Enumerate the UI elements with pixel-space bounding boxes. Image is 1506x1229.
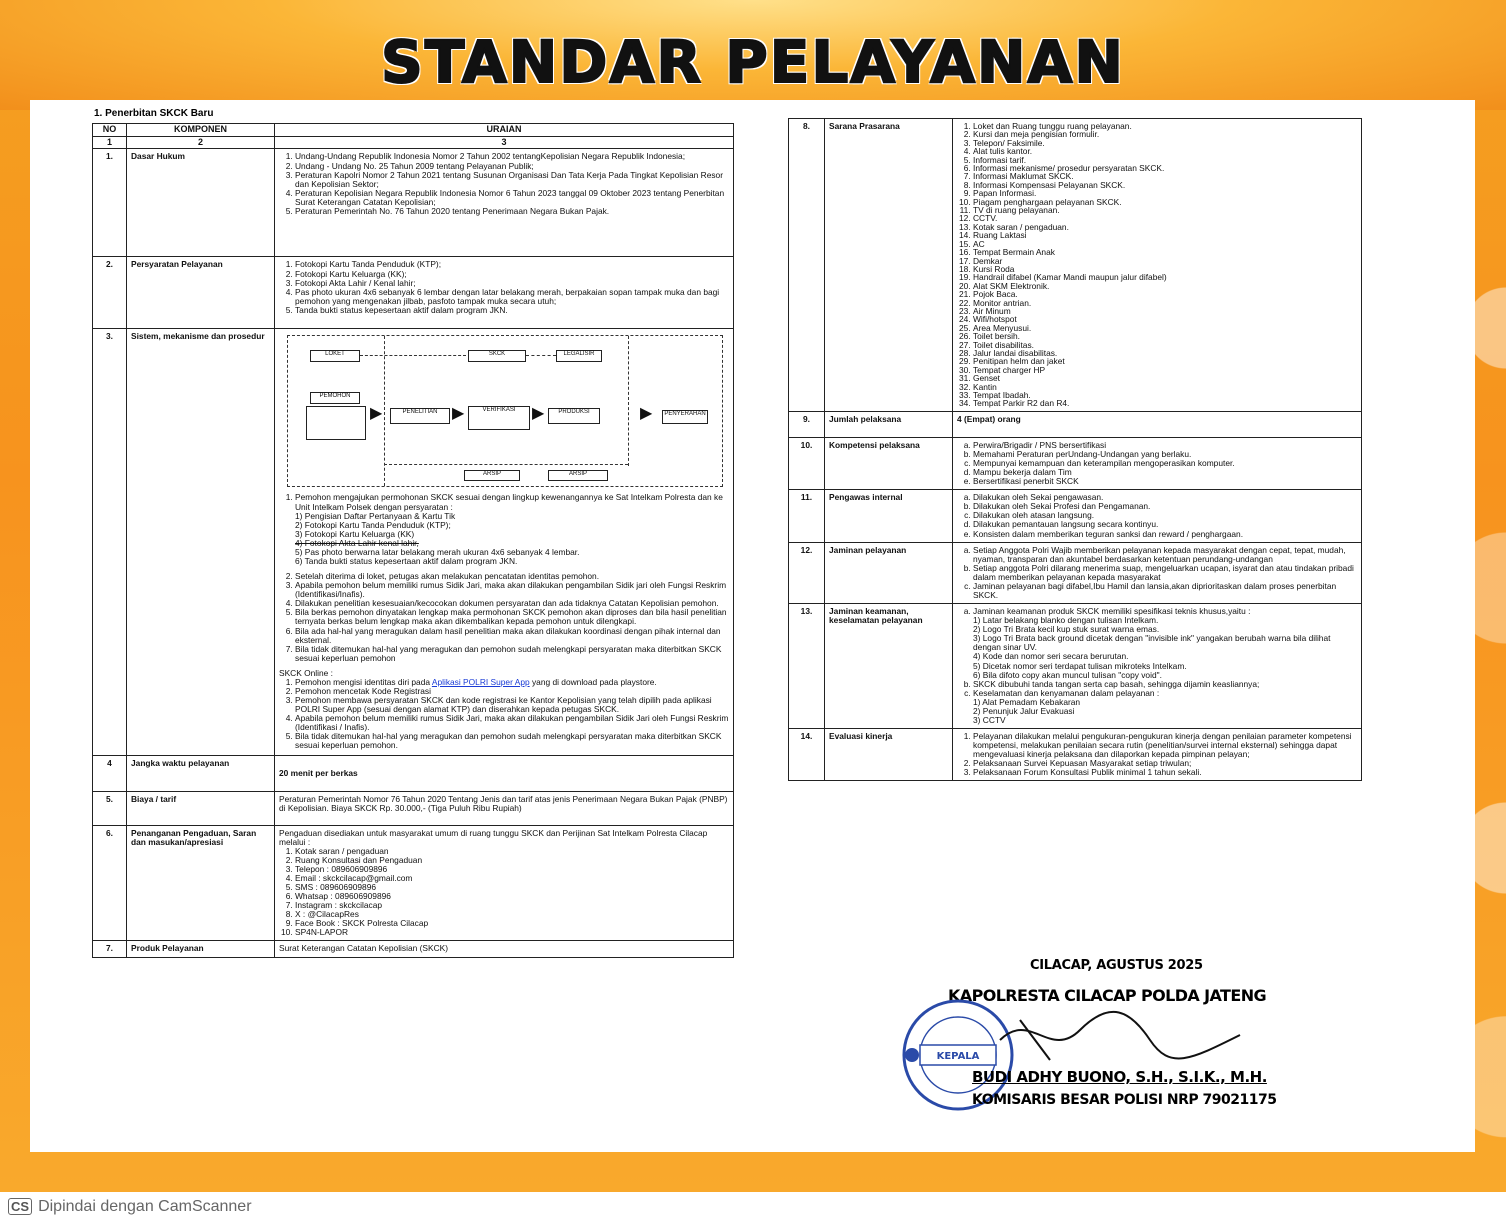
flow-box-applicant-form bbox=[306, 406, 366, 440]
header-komponen: KOMPONEN bbox=[127, 124, 275, 137]
complaint-channels-list bbox=[279, 847, 729, 938]
row-component: Jumlah pelaksana bbox=[825, 411, 953, 437]
facility-item: 13. Kotak saran / pengaduan. bbox=[973, 223, 1357, 231]
facility-item: 9. Papan Informasi. bbox=[973, 189, 1357, 197]
table-row bbox=[789, 437, 1362, 489]
row-description bbox=[953, 729, 1362, 781]
list-item: 2. Pelaksanaan Survei Kepuasan Masyarakat setiap triwulan; bbox=[973, 759, 1357, 768]
row-number: 13. bbox=[789, 604, 825, 729]
table-row bbox=[93, 941, 734, 957]
step-sub-item: 3) Fotokopi Kartu Keluarga (KK) bbox=[295, 528, 415, 539]
step-sub-item: 1) Pengisian Daftar Pertanyaan & Kartu Tik bbox=[295, 510, 456, 521]
flow-divider bbox=[628, 336, 629, 466]
sub-item: 5) Dicetak nomor seri terdapat tulisan mikroteks Intelkam. bbox=[973, 660, 1187, 671]
step-sub-item: 5) Pas photo berwarna latar belakang merah ukuran 4x6 sebanyak 4 lembar. bbox=[295, 546, 580, 557]
step-sub-item: 4) Fotokopi Akta Lahir kenal lahir, bbox=[295, 537, 419, 548]
row-description: Surat Keterangan Catatan Kepolisian (SKCK) bbox=[275, 941, 734, 957]
row-component: Jaminan keamanan, keselamatan pelayanan bbox=[825, 604, 953, 729]
row-component: Penanganan Pengaduan, Saran dan masukan/apresiasi bbox=[127, 825, 275, 941]
list-item: e. Bersertifikasi penerbit SKCK bbox=[973, 477, 1357, 486]
signatory-rank: KOMISARIS BESAR POLISI NRP 79021175 bbox=[972, 1092, 1277, 1108]
list-item: 4. Email : skckcilacap@gmail.com bbox=[295, 874, 729, 883]
list-item: 2. Setelah diterima di loket, petugas akan melakukan pencatatan identitas pemohon. bbox=[295, 572, 729, 581]
row-number: 12. bbox=[789, 542, 825, 603]
facility-item: 20. Alat SKM Elektronik. bbox=[973, 282, 1357, 290]
facility-item: 27. Toilet disabilitas. bbox=[973, 341, 1357, 349]
flow-connector bbox=[360, 355, 466, 356]
header-no: NO bbox=[93, 124, 127, 137]
row-component: Kompetensi pelaksana bbox=[825, 437, 953, 489]
table-row bbox=[789, 604, 1362, 729]
facility-item: 21. Pojok Baca. bbox=[973, 290, 1357, 298]
row-component: Dasar Hukum bbox=[127, 149, 275, 257]
list-item: d. Dilakukan pemantauan langsung secara kontinyu. bbox=[973, 520, 1357, 529]
sub-item: 2) Penunjuk Jalur Evakuasi bbox=[973, 705, 1075, 716]
list-item: e. Konsisten dalam memberikan teguran sanksi dan reward / penghargaan. bbox=[973, 530, 1357, 539]
list-item: 2. Pemohon mencetak Kode Registrasi bbox=[295, 687, 729, 696]
list-item: 3. Pemohon membawa persyaratan SKCK dan kode registrasi ke Kantor Kepolisian yang telah dipilih pada aplikasi POLRI Super App (sesuai dengan alamat KTP) dan diserahkan kepada petugas SKCK. bbox=[295, 696, 729, 714]
row-description: 4 (Empat) orang bbox=[953, 411, 1362, 437]
list-item: 5. Bila tidak ditemukan hal-hal yang meragukan dan pemohon sudah melengkapi persyaratan maka diterbitkan SKCK sesuai keperluan pemohon. bbox=[295, 732, 729, 750]
sub-item: 6) Bila difoto copy akan muncul tulisan "copy void". bbox=[973, 669, 1162, 680]
list-item: b. Setiap anggota Polri dilarang menerima suap, mengeluarkan ucapan, isyarat dan atau tindakan pribadi dalam memberikan pelayanan kepada masyarakat bbox=[973, 564, 1357, 582]
security-intro: Jaminan keamanan produk SKCK memiliki spesifikasi teknis khusus,yaitu : bbox=[973, 606, 1251, 617]
list-item: 1. Pelayanan dilakukan melalui pengukuran-pengukuran kinerja dengan penilaian parameter kompetensi kompetensi, melakukan penilaian secara rutin (penelitian/survei internal eksternal) sehingga dapat mengevaluasi kinerja pelaksana dan dilaporkan kepada pimpinan pelayan; bbox=[973, 732, 1357, 759]
sub-item: 3) CCTV bbox=[973, 715, 1006, 725]
list-item: a. Dilakukan oleh Sekai pengawasan. bbox=[973, 493, 1357, 502]
list-item: 10. SP4N-LAPOR bbox=[295, 928, 729, 937]
signature-scribble-icon bbox=[990, 1000, 1250, 1070]
row-number: 7. bbox=[93, 941, 127, 957]
facility-item: 7. Informasi Maklumat SKCK. bbox=[973, 172, 1357, 180]
row-component: Pengawas internal bbox=[825, 490, 953, 542]
list-item: 3. Peraturan Kapolri Nomor 2 Tahun 2021 tentang Susunan Organisasi Dan Tata Kerja Pada Tingkat Kepolisian Resor dan Kepolisian Sektor; bbox=[295, 171, 729, 189]
row-component: Jangka waktu pelayanan bbox=[127, 755, 275, 791]
flow-arrow-icon: ▶ bbox=[640, 405, 653, 423]
list-item: b. Dilakukan oleh Sekai Profesi dan Pengamanan. bbox=[973, 502, 1357, 511]
list-item bbox=[973, 689, 1357, 725]
facility-item: 5. Informasi tarif. bbox=[973, 156, 1357, 164]
facility-item: 3. Telepon/ Faksimile. bbox=[973, 139, 1357, 147]
row-number: 6. bbox=[93, 825, 127, 941]
table-header-number-row bbox=[93, 136, 734, 149]
signature-organization: KAPOLRESTA CILACAP POLDA JATENG bbox=[948, 986, 1267, 1005]
flow-box-verifikasi: VERIFIKASI bbox=[468, 406, 530, 430]
list-item: a. Setiap Anggota Polri Wajib memberikan pelayanan kepada masyarakat dengan cepat, tepat, mudah, nyaman, transparan dan akuntabel berdasarkan ketentuan perundang-undangan bbox=[973, 546, 1357, 564]
left-table-column bbox=[92, 108, 734, 958]
legal-basis-list bbox=[279, 152, 729, 216]
facility-item: 23. Air Minum bbox=[973, 307, 1357, 315]
signatory-name: BUDI ADHY BUONO, S.H., S.I.K., M.H. bbox=[972, 1068, 1267, 1086]
header-num-2: 2 bbox=[127, 136, 275, 149]
step-text: Pemohon mengajukan permohonan SKCK sesuai dengan lingkup kewenangannya ke Sat Intelkam Polresta dan ke Unit Intelkam Polsek dengan persyaratan : bbox=[295, 492, 723, 512]
list-item: c. Dilakukan oleh atasan langsung. bbox=[973, 511, 1357, 520]
security-guarantee-list bbox=[957, 607, 1357, 725]
sub-item: 1) Latar belakang blanko dengan tulisan Intelkam. bbox=[973, 615, 1159, 626]
list-item: 3. Apabila pemohon belum memiliki rumus Sidik Jari, maka akan dilakukan pengambilan Sidik jari oleh Fungsi Reskrim (Identifikasi/Inafis). bbox=[295, 581, 729, 599]
list-item: 1. Fotokopi Kartu Tanda Penduduk (KTP); bbox=[295, 260, 729, 269]
app-link[interactable]: Aplikasi POLRI Super App bbox=[431, 676, 530, 687]
facility-item: 8. Informasi Kompensasi Pelayanan SKCK. bbox=[973, 181, 1357, 189]
scanner-footer-text: Dipindai dengan CamScanner bbox=[38, 1198, 252, 1215]
list-item bbox=[973, 607, 1357, 680]
facility-item: 4. Alat tulis kantor. bbox=[973, 147, 1357, 155]
row-component: Produk Pelayanan bbox=[127, 941, 275, 957]
flow-connector bbox=[526, 355, 556, 356]
list-item: 4. Dilakukan penelitian kesesuaian/kecocokan dokumen persyaratan dan ada tidaknya Catatan Kepolisian pemohon. bbox=[295, 599, 729, 608]
header-uraian: URAIAN bbox=[275, 124, 734, 137]
list-item: 3. Fotokopi Akta Lahir / Kenal lahir; bbox=[295, 279, 729, 288]
facility-item: 29. Penitipan helm dan jaket bbox=[973, 357, 1357, 365]
facility-item: 31. Genset bbox=[973, 374, 1357, 382]
list-item: 4. Apabila pemohon belum memiliki rumus Sidik Jari, maka akan dilakukan pengambilan Sidik Jari oleh Fungsi Reskrim (Identifikasi / Inafis). bbox=[295, 714, 729, 732]
list-item: 1. Kotak saran / pengaduan bbox=[295, 847, 729, 856]
flow-box-penyerahan: PENYERAHAN bbox=[662, 410, 708, 424]
table-row bbox=[789, 119, 1362, 412]
row-description bbox=[953, 437, 1362, 489]
row-description bbox=[953, 542, 1362, 603]
facility-item: 6. Informasi mekanisme/ prosedur persyaratan SKCK. bbox=[973, 164, 1357, 172]
facility-item: 18. Kursi Roda bbox=[973, 265, 1357, 273]
list-item: 2. Undang - Undang No. 25 Tahun 2009 tentang Pelayanan Publik; bbox=[295, 162, 729, 171]
table-row bbox=[93, 149, 734, 257]
row-description: 20 menit per berkas bbox=[275, 755, 734, 791]
facility-item: 26. Toilet bersih. bbox=[973, 332, 1357, 340]
list-item: 8. X : @CilacapRes bbox=[295, 910, 729, 919]
row-description bbox=[275, 825, 734, 941]
facility-item: 30. Tempat charger HP bbox=[973, 366, 1357, 374]
row-component: Sarana Prasarana bbox=[825, 119, 953, 412]
table-header-row bbox=[93, 124, 734, 137]
row-description bbox=[953, 490, 1362, 542]
row-number: 1. bbox=[93, 149, 127, 257]
row-component: Jaminan pelayanan bbox=[825, 542, 953, 603]
step-sub-item: 6) Tanda bukti status kepesertaan aktif dalam program JKN. bbox=[295, 555, 518, 566]
list-item: 6. Whatsap : 089606909896 bbox=[295, 892, 729, 901]
row-number: 9. bbox=[789, 411, 825, 437]
list-item: 5. SMS : 089606909896 bbox=[295, 883, 729, 892]
row-number: 11. bbox=[789, 490, 825, 542]
list-item: b. SKCK dibubuhi tanda tangan serta cap basah, sehingga dijamin keasliannya; bbox=[973, 680, 1357, 689]
table-row bbox=[93, 329, 734, 755]
procedure-flowchart bbox=[287, 335, 723, 487]
list-item: 6. Bila ada hal-hal yang meragukan dalam hasil penelitian maka akan dilakukan koordinasi dengan pihak internal dan eksternal. bbox=[295, 627, 729, 645]
facility-item: 10. Piagam penghargaan pelayanan SKCK. bbox=[973, 198, 1357, 206]
row-number: 3. bbox=[93, 329, 127, 755]
evaluation-list bbox=[957, 732, 1357, 777]
sub-item: 3) Logo Tri Brata back ground dicetak dengan "invisible ink" yangakan berubah warna bila dilihat dengan sinar UV. bbox=[973, 633, 1331, 653]
row-description bbox=[275, 257, 734, 329]
section-heading: 1. Penerbitan SKCK Baru bbox=[94, 108, 214, 119]
page-title: STANDAR PELAYANAN bbox=[381, 28, 1125, 96]
facility-list bbox=[957, 122, 1357, 408]
list-item: 2. Fotokopi Kartu Keluarga (KK); bbox=[295, 270, 729, 279]
standard-table-right bbox=[788, 118, 1362, 781]
facility-item: 32. Kantin bbox=[973, 383, 1357, 391]
row-description bbox=[275, 149, 734, 257]
row-number: 5. bbox=[93, 791, 127, 825]
flow-box-produksi: PRODUKSI bbox=[548, 408, 600, 424]
list-item: 4. Peraturan Kepolisian Negara Republik Indonesia Nomor 6 Tahun 2023 tanggal 09 Oktober 2023 tentang Penerbitan Surat Keterangan Catatan Kepolisian; bbox=[295, 189, 729, 207]
table-row bbox=[93, 257, 734, 329]
facility-item: 28. Jalur landai disabilitas. bbox=[973, 349, 1357, 357]
row-number: 8. bbox=[789, 119, 825, 412]
flow-connector bbox=[384, 464, 628, 465]
flow-box-pemohon: PEMOHON bbox=[310, 392, 360, 404]
facility-item: 12. CCTV. bbox=[973, 214, 1357, 222]
facility-item: 15. AC bbox=[973, 240, 1357, 248]
facility-item: 34. Tempat Parkir R2 dan R4. bbox=[973, 399, 1357, 407]
camscanner-logo-icon: CS bbox=[8, 1198, 32, 1215]
facility-item: 33. Tempat Ibadah. bbox=[973, 391, 1357, 399]
row-component: Evaluasi kinerja bbox=[825, 729, 953, 781]
list-item: c. Mempunyai kemampuan dan keterampilan mengoperasikan komputer. bbox=[973, 459, 1357, 468]
table-row bbox=[789, 490, 1362, 542]
step-sub-item: 2) Fotokopi Kartu Tanda Penduduk (KTP); bbox=[295, 519, 451, 530]
list-item: 7. Bila tidak ditemukan hal-hal yang meragukan dan pemohon sudah melengkapi persyaratan maka diterbitkan SKCK sesuai keperluan pemohon bbox=[295, 645, 729, 663]
standard-table-left bbox=[92, 123, 734, 958]
list-item: 1. Undang-Undang Republik Indonesia Nomor 2 Tahun 2002 tentangKepolisian Negara Republik Indonesia; bbox=[295, 152, 729, 161]
sub-item: 2) Logo Tri Brata kecil kup stuk surat warna emas. bbox=[973, 624, 1160, 635]
header-num-1: 1 bbox=[93, 136, 127, 149]
safety-intro: Keselamatan dan kenyamanan dalam pelayanan : bbox=[973, 687, 1160, 698]
signature-block bbox=[880, 950, 1300, 1120]
row-description: Peraturan Pemerintah Nomor 76 Tahun 2020 Tentang Jenis dan tarif atas jenis Penerimaan Negara Bukan Pajak (PNBP) di Kepolisian. Biaya SKCK Rp. 30.000,- (Tiga Puluh Ribu Rupiah) bbox=[275, 791, 734, 825]
facility-item: 14. Ruang Laktasi bbox=[973, 231, 1357, 239]
facility-item: 19. Handrail difabel (Kamar Mandi maupun jalur difabel) bbox=[973, 273, 1357, 281]
flow-box-arsip-2: ARSIP bbox=[548, 470, 608, 481]
row-component: Sistem, mekanisme dan prosedur bbox=[127, 329, 275, 755]
row-description bbox=[953, 119, 1362, 412]
flow-arrow-icon: ▶ bbox=[370, 405, 383, 423]
list-item: a. Perwira/Brigadir / PNS bersertifikasi bbox=[973, 441, 1357, 450]
facility-item: 1. Loket dan Ruang tunggu ruang pelayanan. bbox=[973, 122, 1357, 130]
list-item: 7. Instagram : skckcilacap bbox=[295, 901, 729, 910]
supervision-list bbox=[957, 493, 1357, 538]
table-row bbox=[789, 411, 1362, 437]
list-item: b. Memahami Peraturan perUndang-Undangan yang berlaku. bbox=[973, 450, 1357, 459]
row-number: 4 bbox=[93, 755, 127, 791]
flow-box-skck: SKCK bbox=[468, 350, 526, 362]
row-description bbox=[275, 329, 734, 755]
flow-box-legalisir: LEGALISIR bbox=[556, 350, 602, 362]
header-num-3: 3 bbox=[275, 136, 734, 149]
signature-date: CILACAP, AGUSTUS 2025 bbox=[1030, 958, 1203, 973]
facility-item: 22. Monitor antrian. bbox=[973, 299, 1357, 307]
list-item: 5. Peraturan Pemerintah No. 76 Tahun 2020 tentang Penerimaan Negara Bukan Pajak. bbox=[295, 207, 729, 216]
flow-box-penelitian: PENELITIAN bbox=[390, 408, 450, 424]
list-item: 5. Tanda bukti status kepesertaan aktif dalam program JKN. bbox=[295, 306, 729, 315]
table-row bbox=[93, 825, 734, 941]
complaint-intro: Pengaduan disediakan untuk masyarakat umum di ruang tunggu SKCK dan Perijinan Sat Intelkam Polresta Cilacap melalui : bbox=[279, 827, 708, 847]
facility-item: 24. Wifi/hotspot bbox=[973, 315, 1357, 323]
scanner-footer bbox=[8, 1198, 252, 1216]
row-description bbox=[953, 604, 1362, 729]
table-row bbox=[789, 542, 1362, 603]
list-item: 3. Pelaksanaan Forum Konsultasi Publik minimal 1 tahun sekali. bbox=[973, 768, 1357, 777]
flow-box-arsip-1: ARSIP bbox=[464, 470, 520, 481]
facility-item: 17. Demkar bbox=[973, 257, 1357, 265]
service-guarantee-list bbox=[957, 546, 1357, 600]
table-row bbox=[93, 791, 734, 825]
stamp-center-text: KEPALA bbox=[936, 1051, 980, 1062]
row-number: 10. bbox=[789, 437, 825, 489]
facility-item: 25. Area Menyusui. bbox=[973, 324, 1357, 332]
row-component: Persyaratan Pelayanan bbox=[127, 257, 275, 329]
flow-arrow-icon: ▶ bbox=[452, 405, 465, 423]
competence-list bbox=[957, 441, 1357, 486]
list-item: 2. Ruang Konsultasi dan Pengaduan bbox=[295, 856, 729, 865]
online-step-text: yang di download pada playstore. bbox=[529, 676, 657, 687]
sub-item: 1) Alat Pemadam Kebakaran bbox=[973, 696, 1081, 707]
list-item: 4. Pas photo ukuran 4x6 sebanyak 6 lembar dengan latar belakang merah, berpakaian sopan tampak muka dan bagi pemohon yang mengenakan jilbab, pasfoto tampak muka secara utuh; bbox=[295, 288, 729, 306]
list-item: 9. Face Book : SKCK Polresta Cilacap bbox=[295, 919, 729, 928]
list-item: 3. Telepon : 089606909896 bbox=[295, 865, 729, 874]
list-item: 5. Bila berkas pemohon dinyatakan lengkap maka permohonan SKCK pemohon akan diproses dan bila hasil penelitian ternyata berkas belum lengkap maka akan dikembalikan kepada pemohon untuk dilengkapi. bbox=[295, 608, 729, 626]
procedure-steps-list bbox=[279, 493, 729, 662]
right-table-column bbox=[788, 118, 1362, 781]
facility-item: 16. Tempat Bermain Anak bbox=[973, 248, 1357, 256]
row-number: 14. bbox=[789, 729, 825, 781]
table-row bbox=[789, 729, 1362, 781]
requirements-list bbox=[279, 260, 729, 314]
facility-item: 11. TV di ruang pelayanan. bbox=[973, 206, 1357, 214]
list-item: d. Mampu bekerja dalam Tim bbox=[973, 468, 1357, 477]
flow-box-loket: LOKET bbox=[310, 350, 360, 362]
online-title: SKCK Online : bbox=[279, 667, 333, 678]
list-item: c. Jaminan pelayanan bagi difabel,Ibu Hamil dan lansia,akan diprioritaskan dalam proses penerbitan SKCK. bbox=[973, 582, 1357, 600]
online-step-text: Pemohon mengisi identitas diri pada bbox=[295, 676, 432, 687]
online-steps-list bbox=[279, 678, 729, 751]
row-number: 2. bbox=[93, 257, 127, 329]
facility-item: 2. Kursi dan meja pengisian formulir. bbox=[973, 130, 1357, 138]
row-component: Biaya / tarif bbox=[127, 791, 275, 825]
flow-arrow-icon: ▶ bbox=[532, 405, 545, 423]
sub-item: 4) Kode dan nomor seri secara berurutan. bbox=[973, 651, 1129, 662]
table-row bbox=[93, 755, 734, 791]
list-item bbox=[295, 493, 729, 566]
